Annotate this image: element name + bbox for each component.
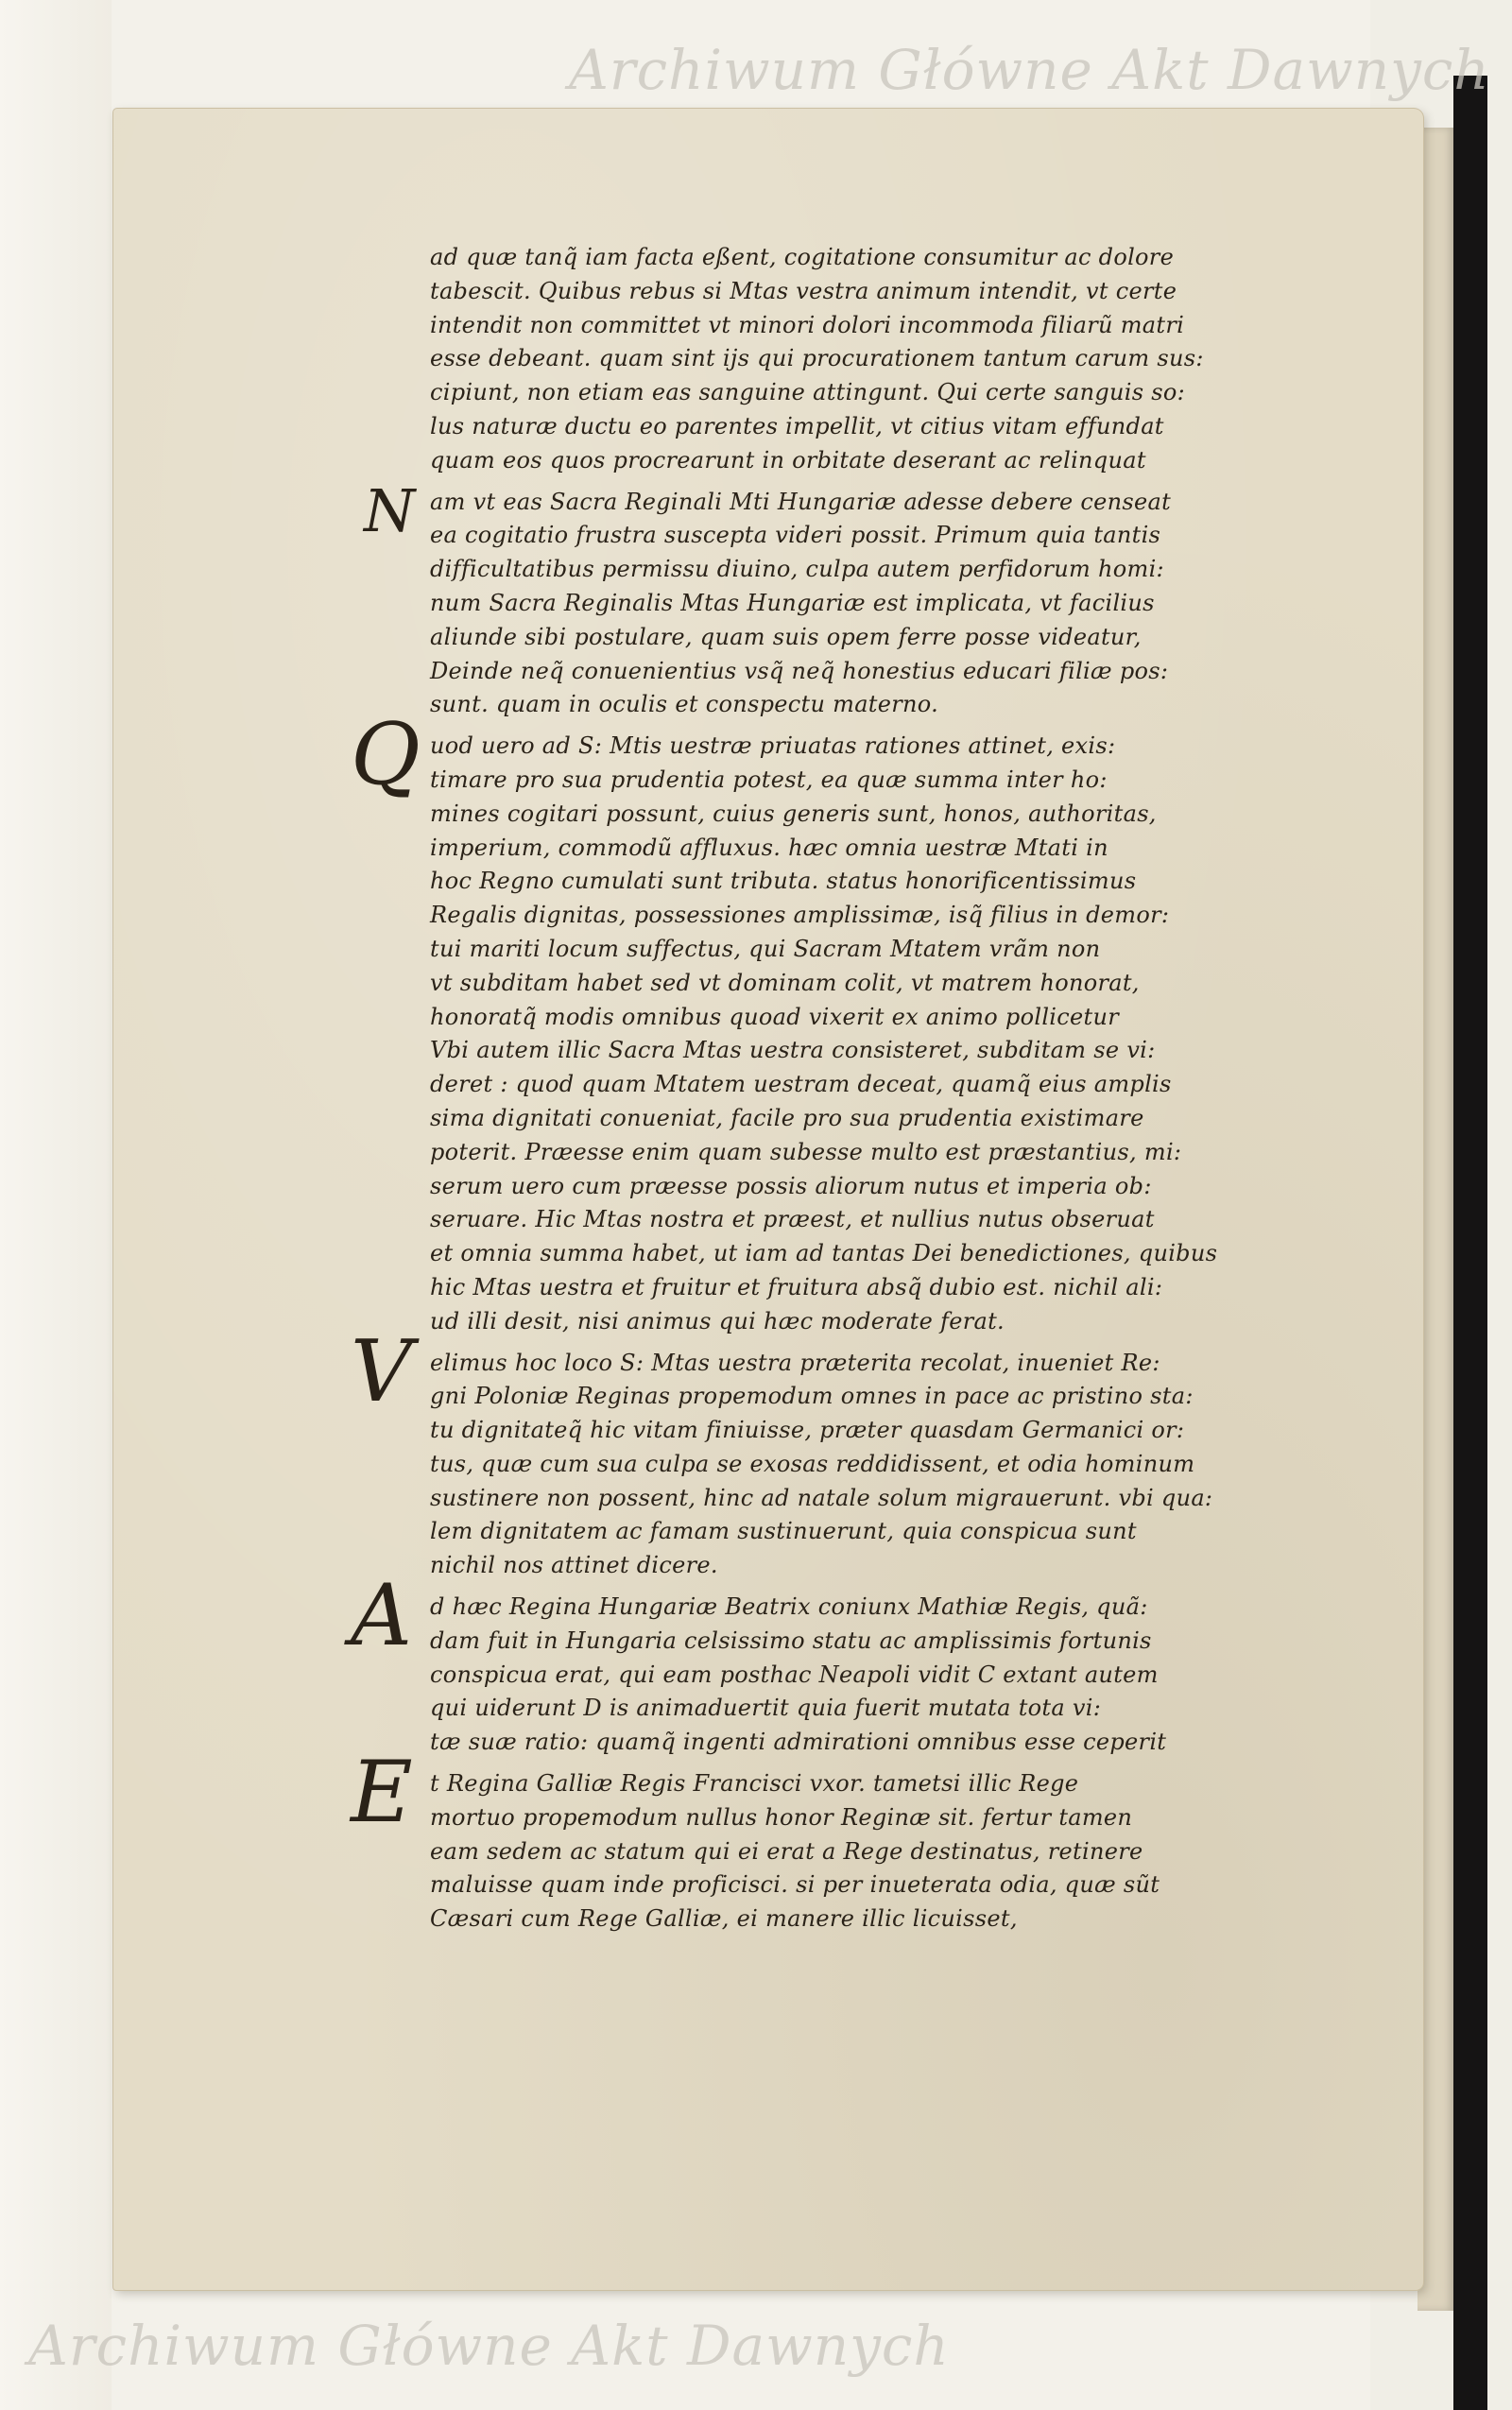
decorated-initial: A <box>351 1566 413 1666</box>
manuscript-line <box>430 519 1328 553</box>
watermark-top: Archiwum Główne Akt Dawnych <box>569 38 1490 102</box>
line-text: nichil nos attinet dicere. <box>430 1552 718 1579</box>
manuscript-line <box>430 832 1328 866</box>
manuscript-line <box>430 241 1328 275</box>
manuscript-line <box>430 309 1328 343</box>
manuscript-line <box>430 1902 1328 1937</box>
line-text: ad quæ tanq̃ iam facta eßent, cogitatione consumitur ac dolore <box>430 244 1175 270</box>
manuscript-line <box>430 865 1328 899</box>
manuscript-line <box>430 587 1328 621</box>
manuscript-line <box>430 621 1328 655</box>
line-text: eam sedem ac statum qui ei erat a Rege destinatus, retinere <box>430 1837 1143 1865</box>
manuscript-line <box>430 275 1328 309</box>
decorated-initial: E <box>351 1743 413 1843</box>
line-text: vt subditam habet sed vt dominam colit, vt matrem honorat, <box>430 969 1140 996</box>
manuscript-line <box>430 376 1328 410</box>
line-text: sustinere non possent, hinc ad natale solum migrauerunt. vbi qua: <box>430 1484 1213 1511</box>
line-text: num Sacra Reginalis Mtas Hungariæ est implicata, vt facilius <box>430 589 1155 616</box>
line-text: aliunde sibi postulare, quam suis opem ferre posse videatur, <box>430 623 1142 650</box>
paragraph-gap <box>430 1583 1328 1591</box>
manuscript-line <box>430 1305 1328 1339</box>
manuscript-line <box>430 1801 1328 1835</box>
line-text: d hæc Regina Hungariæ Beatrix coniunx Mathiæ Regis, quã: <box>430 1593 1148 1621</box>
manuscript-line <box>430 1625 1328 1659</box>
line-text: difficultatibus permissu diuino, culpa autem perfidorum homi: <box>430 556 1164 583</box>
decorated-initial: V <box>351 1321 413 1421</box>
manuscript-line <box>430 1380 1328 1414</box>
manuscript-line <box>430 1549 1328 1583</box>
line-text: dam fuit in Hungaria celsissimo statu ac amplissimis fortunis <box>430 1627 1152 1654</box>
line-text: imperium, commodũ affluxus. hæc omnia uestræ Mtati in <box>430 834 1108 861</box>
manuscript-line <box>430 655 1328 689</box>
line-text: uod uero ad S: Mtis uestræ priuatas rationes attinet, exis: <box>430 732 1116 760</box>
manuscript-line <box>430 444 1328 478</box>
manuscript-line <box>430 1692 1328 1726</box>
manuscript-line <box>430 1482 1328 1516</box>
manuscript-line <box>430 1414 1328 1448</box>
line-text: tui mariti locum suffectus, qui Sacram Mtatem vrãm non <box>430 935 1101 962</box>
line-text: Cæsari cum Rege Galliæ, ei manere illic licuisset, <box>430 1905 1018 1933</box>
line-text: maluisse quam inde proficisci. si per inueterata odia, quæ sũt <box>430 1871 1160 1899</box>
line-text: esse debeant. quam sint ijs qui procurationem tantum carum sus: <box>430 345 1204 372</box>
line-text: Vbi autem illic Sacra Mtas uestra consisteret, subditam se vi: <box>430 1037 1156 1064</box>
line-text: timare pro sua prudentia potest, ea quæ summa inter ho: <box>430 766 1108 793</box>
manuscript-line <box>430 967 1328 1001</box>
line-text: qui uiderunt D is animaduertit quia fuerit mutata tota vi: <box>430 1695 1102 1722</box>
manuscript-line <box>430 1237 1328 1271</box>
manuscript-line <box>430 1659 1328 1693</box>
decorated-initial: N <box>364 475 416 545</box>
line-text: tu dignitateq̃ hic vitam finiuisse, præter quasdam Germanici or: <box>430 1417 1185 1444</box>
line-text: Deinde neq̃ conuenientius vsq̃ neq̃ honestius educari filiæ pos: <box>430 657 1169 684</box>
manuscript-line <box>430 899 1328 933</box>
manuscript-line <box>430 1068 1328 1102</box>
scan-background-left <box>0 0 112 2410</box>
line-text: serum uero cum præesse possis aliorum nutus et imperia ob: <box>430 1172 1152 1199</box>
line-text: poterit. Præesse enim quam subesse multo est præstantius, mi: <box>430 1138 1182 1165</box>
manuscript-line <box>430 1868 1328 1902</box>
manuscript-line <box>430 933 1328 967</box>
line-text: t Regina Galliæ Regis Francisci vxor. tametsi illic Rege <box>430 1770 1079 1798</box>
manuscript-line <box>430 1136 1328 1170</box>
line-text: hoc Regno cumulati sunt tributa. status honorificentissimus <box>430 868 1137 895</box>
manuscript-line <box>430 1001 1328 1035</box>
line-text: deret : quod quam Mtatem uestram deceat, quamq̃ eius amplis <box>430 1071 1172 1098</box>
line-text: tus, quæ cum sua culpa se exosas reddidissent, et odia hominum <box>430 1450 1195 1477</box>
manuscript-line <box>430 1203 1328 1237</box>
manuscript-text <box>351 241 1328 1937</box>
line-text: intendit non committet vt minori dolori incommoda filiarũ matri <box>430 311 1185 338</box>
line-text: honoratq̃ modis omnibus quoad vixerit ex animo pollicetur <box>430 1003 1119 1030</box>
manuscript-line <box>430 688 1328 722</box>
manuscript-line <box>430 1102 1328 1136</box>
manuscript-line <box>430 342 1328 376</box>
manuscript-line <box>430 798 1328 832</box>
line-text: mines cogitari possunt, cuius generis sunt, honos, authoritas, <box>430 800 1157 827</box>
manuscript-line <box>430 410 1328 444</box>
line-text: cipiunt, non etiam eas sanguine attingunt. Qui certe sanguis so: <box>430 379 1186 406</box>
paragraph-gap <box>430 1339 1328 1347</box>
manuscript-line <box>430 1515 1328 1549</box>
line-text: elimus hoc loco S: Mtas uestra præterita recolat, inueniet Re: <box>430 1349 1160 1376</box>
paragraph-gap <box>430 1760 1328 1767</box>
line-text: sima dignitati conueniat, facile pro sua prudentia existimare <box>430 1104 1144 1131</box>
manuscript-line <box>430 1448 1328 1482</box>
paragraph-gap <box>430 722 1328 730</box>
paragraph-gap <box>430 478 1328 486</box>
decorated-initial: Q <box>351 705 421 805</box>
line-text: mortuo propemodum nullus honor Reginæ sit. fertur tamen <box>430 1803 1133 1831</box>
manuscript-line <box>430 1726 1328 1760</box>
line-text: seruare. Hic Mtas nostra et præest, et nullius nutus obseruat <box>430 1206 1155 1233</box>
line-text: sunt. quam in oculis et conspectu materno. <box>430 691 939 718</box>
book-spine <box>1453 76 1487 2410</box>
manuscript-line <box>430 1170 1328 1204</box>
line-text: hic Mtas uestra et fruitur et fruitura absq̃ dubio est. nichil ali: <box>430 1273 1163 1300</box>
manuscript-line <box>430 1835 1328 1869</box>
line-text: am vt eas Sacra Reginali Mti Hungariæ adesse debere censeat <box>430 488 1172 515</box>
line-text: et omnia summa habet, ut iam ad tantas Dei benedictiones, quibus <box>430 1240 1218 1267</box>
line-text: lem dignitatem ac famam sustinuerunt, quia conspicua sunt <box>430 1518 1137 1545</box>
line-text: Regalis dignitas, possessiones amplissimæ, isq̃ filius in demor: <box>430 902 1170 929</box>
adjacent-page-edge <box>1418 128 1455 2311</box>
watermark-bottom: Archiwum Główne Akt Dawnych <box>28 2314 950 2378</box>
manuscript-line <box>430 553 1328 587</box>
line-text: tabescit. Quibus rebus si Mtas vestra animum intendit, vt certe <box>430 277 1177 304</box>
line-text: conspicua erat, qui eam posthac Neapoli vidit C extant autem <box>430 1661 1159 1688</box>
line-text: gni Poloniæ Reginas propemodum omnes in pace ac pristino sta: <box>430 1383 1194 1410</box>
line-text: lus naturæ ductu eo parentes impellit, vt citius vitam effundat <box>430 412 1164 439</box>
manuscript-line <box>430 1271 1328 1305</box>
line-text: ud illi desit, nisi animus qui hæc moderate ferat. <box>430 1307 1005 1334</box>
line-text: quam eos quos procrearunt in orbitate deserant ac relinquat <box>430 446 1146 473</box>
line-text: ea cogitatio frustra suscepta videri possit. Primum quia tantis <box>430 522 1161 549</box>
manuscript-line <box>430 1034 1328 1068</box>
manuscript-line <box>430 764 1328 798</box>
line-text: tæ suæ ratio: quamq̃ ingenti admirationi omnibus esse ceperit <box>430 1729 1167 1756</box>
